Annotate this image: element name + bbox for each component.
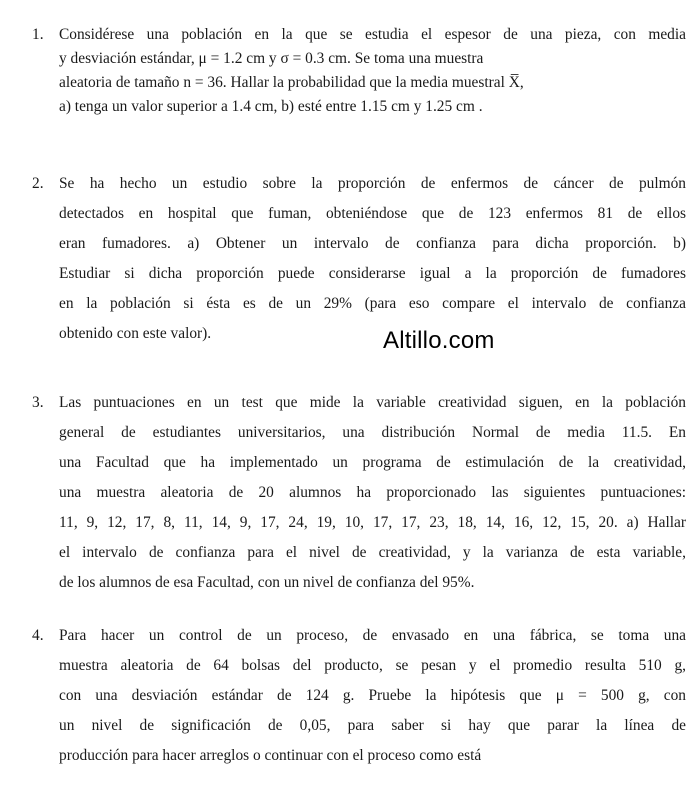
problem-number: 4. xyxy=(32,627,44,644)
problem-line: muestra aleatoria de 64 bolsas del producto, se pesan y el promedio resulta 510 g, xyxy=(59,657,686,674)
problem-line: obtenido con este valor). xyxy=(59,325,212,342)
watermark-altillo: Altillo.com xyxy=(383,327,495,354)
problem-line: Las puntuaciones en un test que mide la variable creatividad siguen, en la población xyxy=(59,394,686,411)
problem-line: eran fumadores. a) Obtener un intervalo de confianza para dicha proporción. b) xyxy=(59,235,686,252)
problem-line: Para hacer un control de un proceso, de envasado en una fábrica, se toma una xyxy=(59,627,686,644)
problem-line: Estudiar si dicha proporción puede considerarse igual a la proporción de fumadores xyxy=(59,265,686,282)
problem-line: aleatoria de tamaño n = 36. Hallar la probabilidad que la media muestral X̅, xyxy=(59,74,524,91)
problem-line: de los alumnos de esa Facultad, con un nivel de confianza del 95%. xyxy=(59,574,475,591)
problem-line: Se ha hecho un estudio sobre la proporción de enfermos de cáncer de pulmón xyxy=(59,175,686,192)
problem-line: producción para hacer arreglos o continuar con el proceso como está xyxy=(59,747,482,764)
problem-line: con una desviación estándar de 124 g. Pruebe la hipótesis que μ = 500 g, con xyxy=(59,687,686,704)
problem-line: y desviación estándar, μ = 1.2 cm y σ = 0.3 cm. Se toma una muestra xyxy=(59,50,484,67)
problem-line: 11, 9, 12, 17, 8, 11, 14, 9, 17, 24, 19, 10, 17, 17, 23, 18, 14, 16, 12, 15, 20. a) Hallar xyxy=(59,514,686,531)
problem-line: Considérese una población en la que se estudia el espesor de una pieza, con media xyxy=(59,26,686,43)
problem-line: el intervalo de confianza para el nivel de creatividad, y la varianza de esta variable, xyxy=(59,544,686,561)
problem-line: una muestra aleatoria de 20 alumnos ha proporcionado las siguientes puntuaciones: xyxy=(59,484,686,501)
problem-line: un nivel de significación de 0,05, para saber si hay que parar la línea de xyxy=(59,717,686,734)
problem-line: general de estudiantes universitarios, una distribución Normal de media 11.5. En xyxy=(59,424,686,441)
problem-line: en la población si ésta es de un 29% (para eso compare el intervalo de confianza xyxy=(59,295,686,312)
problem-line: una Facultad que ha implementado un programa de estimulación de la creatividad, xyxy=(59,454,686,471)
problem-number: 2. xyxy=(32,175,44,192)
problem-number: 1. xyxy=(32,26,44,43)
problem-line: detectados en hospital que fuman, obteniéndose que de 123 enfermos 81 de ellos xyxy=(59,205,686,222)
problem-line: a) tenga un valor superior a 1.4 cm, b) esté entre 1.15 cm y 1.25 cm . xyxy=(59,98,483,115)
problem-number: 3. xyxy=(32,394,44,411)
